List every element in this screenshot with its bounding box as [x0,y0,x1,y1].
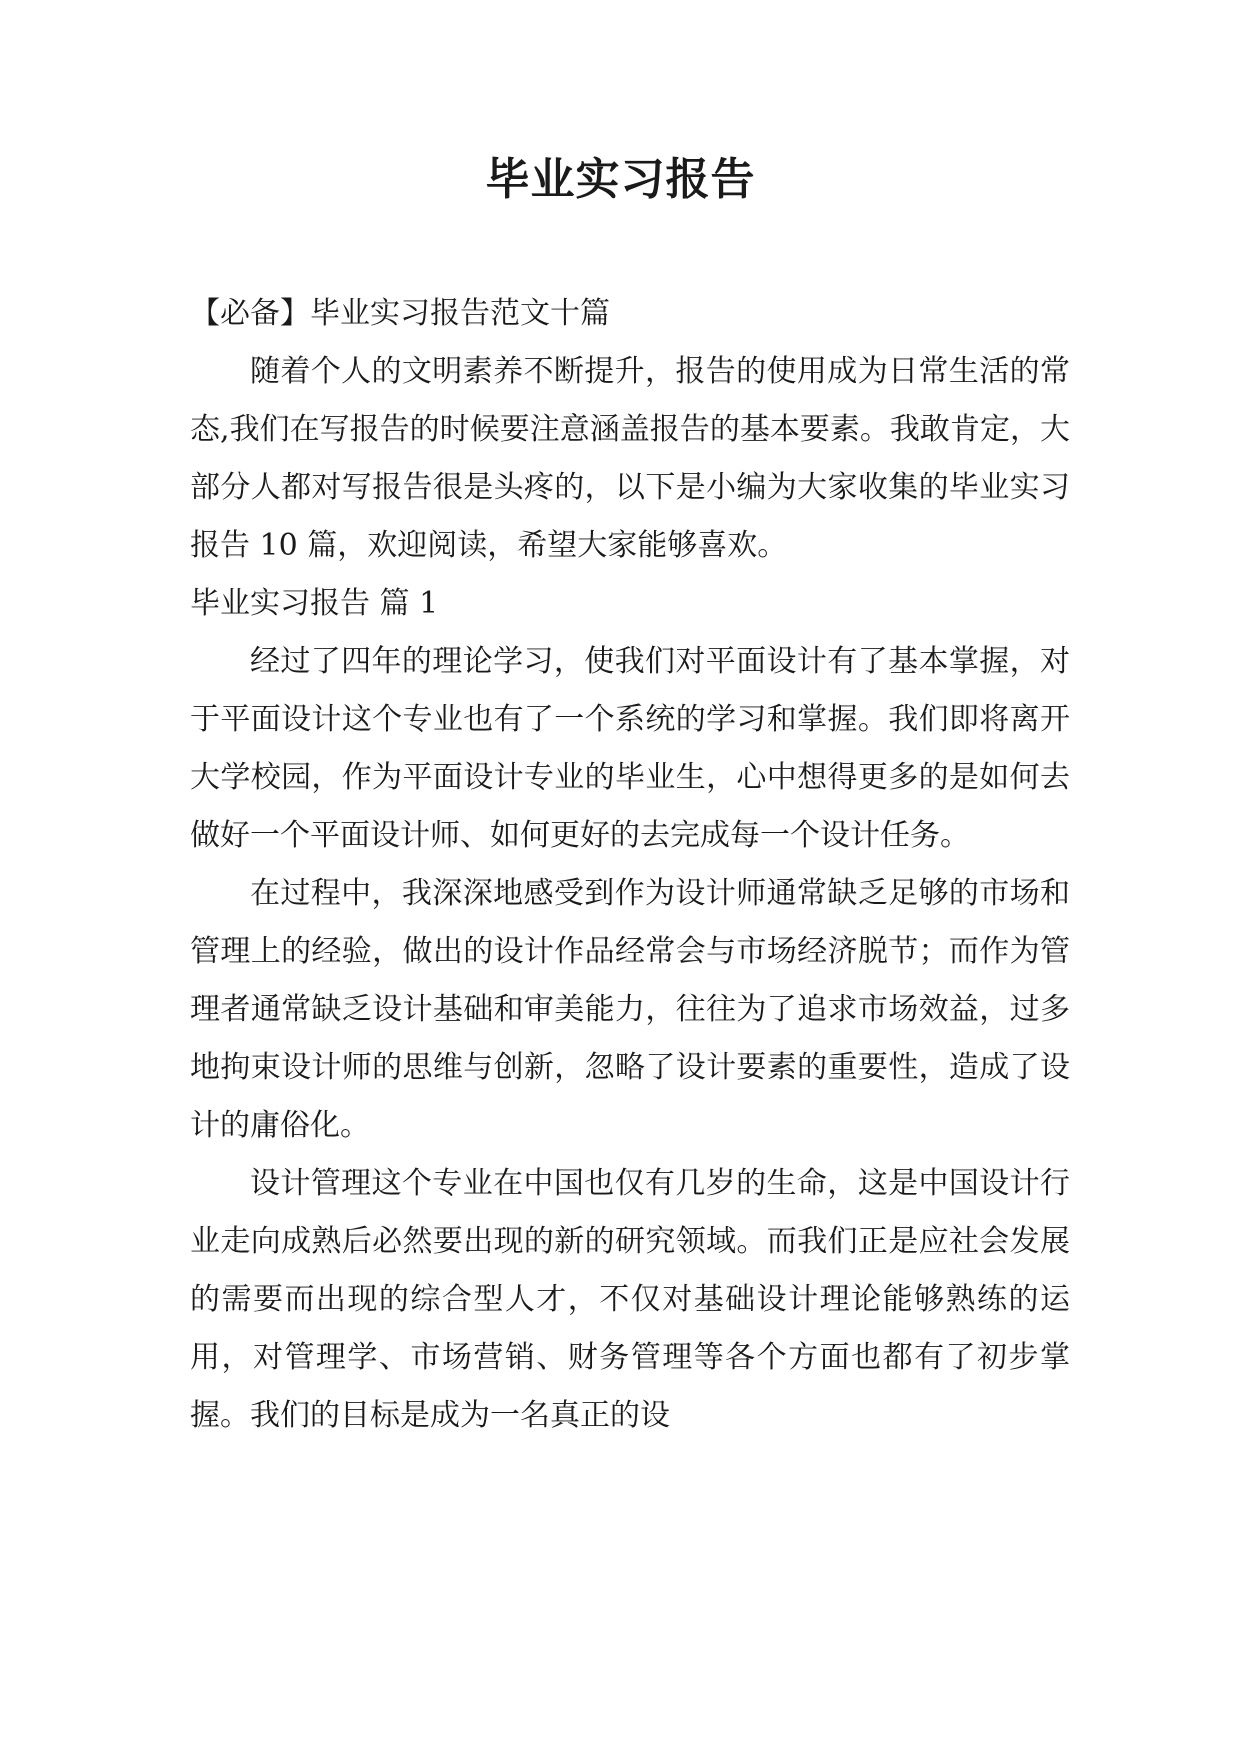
document-title: 毕业实习报告 [485,154,756,205]
document-subtitle: 【必备】毕业实习报告范文十篇 [190,296,610,331]
document-body [190,285,1070,1445]
body-paragraph: 经过了四年的理论学习，使我们对平面设计有了基本掌握，对于平面设计这个专业也有了一个系统的学习和掌握。我们即将离开大学校园，作为平面设计专业的毕业生，心中想得更多的是如何去做好一个平面设计师、如何更好的去完成每一个设计任务。 [190,644,1070,853]
intro-paragraph: 随着个人的文明素养不断提升，报告的使用成为日常生活的常态,我们在写报告的时候要注意涵盖报告的基本要素。我敢肯定，大部分人都对写报告很是头疼的，以下是小编为大家收集的毕业实习报告 10 篇，欢迎阅读，希望大家能够喜欢。 [190,354,1070,563]
body-paragraph: 设计管理这个专业在中国也仅有几岁的生命，这是中国设计行业走向成熟后必然要出现的新的研究领域。而我们正是应社会发展的需要而出现的综合型人才，不仅对基础设计理论能够熟练的运用，对管理学、市场营销、财务管理等各个方面也都有了初步掌握。我们的目标是成为一名真正的设 [190,1166,1070,1433]
body-paragraph: 在过程中，我深深地感受到作为设计师通常缺乏足够的市场和管理上的经验，做出的设计作品经常会与市场经济脱节；而作为管理者通常缺乏设计基础和审美能力，往往为了追求市场效益，过多地拘束设计师的思维与创新，忽略了设计要素的重要性，造成了设计的庸俗化。 [190,876,1070,1143]
section-heading: 毕业实习报告 篇 1 [190,586,439,621]
